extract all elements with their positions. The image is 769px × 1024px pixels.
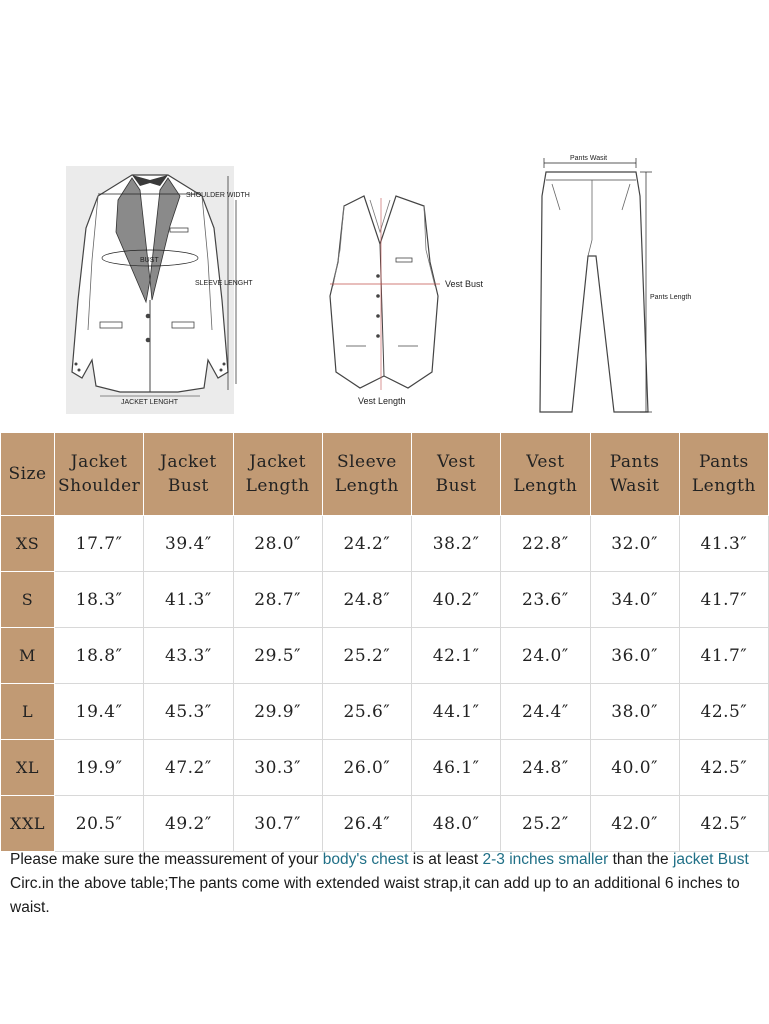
jacket-length-label: JACKET LENGHT: [121, 399, 179, 406]
table-cell: 24.2″: [322, 516, 411, 572]
note-text: is at least: [408, 851, 483, 868]
table-cell: 42.5″: [679, 684, 768, 740]
table-cell: 38.2″: [412, 516, 501, 572]
size-chart-header: [1, 433, 769, 516]
table-cell: 43.3″: [144, 628, 233, 684]
pants-waist-label: Pants Wasit: [570, 155, 608, 162]
shoulder-width-label: SHOULDER WIDTH: [186, 192, 250, 199]
table-row: [1, 628, 769, 684]
note-highlight-body-chest: body's chest: [322, 851, 409, 868]
header-vest-bust: Vest Bust: [412, 433, 501, 516]
note-text: Please make sure the meassurement of your: [10, 851, 323, 868]
table-cell: 24.4″: [501, 684, 590, 740]
table-row: [1, 684, 769, 740]
table-cell: 40.2″: [412, 572, 501, 628]
header-size: Size: [1, 433, 55, 516]
table-cell: 25.2″: [501, 796, 590, 852]
table-cell: 42.1″: [412, 628, 501, 684]
table-cell: 42.5″: [679, 740, 768, 796]
table-cell: 23.6″: [501, 572, 590, 628]
note-text: Circ.in the above table;The pants come with extended waist strap,it can add up to an additional 6 inches to waist.: [10, 875, 740, 916]
table-cell: 24.0″: [501, 628, 590, 684]
table-cell: 29.5″: [233, 628, 322, 684]
table-cell: 25.6″: [322, 684, 411, 740]
size-cell: XL: [1, 740, 55, 796]
table-cell: 34.0″: [590, 572, 679, 628]
vest-bust-label: Vest Bust: [445, 279, 484, 289]
table-cell: 19.4″: [55, 684, 144, 740]
note-highlight-inches: 2-3 inches smaller: [482, 851, 609, 868]
table-cell: 18.8″: [55, 628, 144, 684]
table-row: [1, 516, 769, 572]
table-cell: 22.8″: [501, 516, 590, 572]
jacket-diagram: [66, 166, 253, 414]
table-cell: 46.1″: [412, 740, 501, 796]
table-cell: 41.7″: [679, 628, 768, 684]
header-jacket-shoulder: Jacket Shoulder: [55, 433, 144, 516]
table-cell: 44.1″: [412, 684, 501, 740]
table-cell: 25.2″: [322, 628, 411, 684]
table-cell: 30.7″: [233, 796, 322, 852]
header-pants-waist: Pants Wasit: [590, 433, 679, 516]
table-cell: 47.2″: [144, 740, 233, 796]
table-cell: 41.7″: [679, 572, 768, 628]
table-cell: 45.3″: [144, 684, 233, 740]
sleeve-length-label: SLEEVE LENGHT: [195, 280, 253, 287]
table-cell: 49.2″: [144, 796, 233, 852]
header-jacket-length: Jacket Length: [233, 433, 322, 516]
pants-diagram: [540, 155, 691, 412]
table-cell: 24.8″: [322, 572, 411, 628]
table-cell: 19.9″: [55, 740, 144, 796]
size-cell: S: [1, 572, 55, 628]
size-cell: XS: [1, 516, 55, 572]
vest-diagram: [330, 196, 484, 406]
table-cell: 20.5″: [55, 796, 144, 852]
table-cell: 39.4″: [144, 516, 233, 572]
table-cell: 17.7″: [55, 516, 144, 572]
size-chart-table: [0, 432, 769, 852]
measurement-diagrams: [0, 0, 769, 432]
header-vest-length: Vest Length: [501, 433, 590, 516]
size-cell: L: [1, 684, 55, 740]
note-text: than the: [608, 851, 673, 868]
table-cell: 29.9″: [233, 684, 322, 740]
table-cell: 26.4″: [322, 796, 411, 852]
table-cell: 42.0″: [590, 796, 679, 852]
size-cell: XXL: [1, 796, 55, 852]
size-chart-body: [1, 516, 769, 852]
header-row: [1, 433, 769, 516]
table-row: [1, 796, 769, 852]
table-cell: 30.3″: [233, 740, 322, 796]
table-cell: 26.0″: [322, 740, 411, 796]
diagrams-svg: [0, 0, 769, 432]
table-cell: 24.8″: [501, 740, 590, 796]
table-cell: 28.7″: [233, 572, 322, 628]
table-row: [1, 572, 769, 628]
size-cell: M: [1, 628, 55, 684]
table-cell: 32.0″: [590, 516, 679, 572]
vest-length-label: Vest Length: [358, 396, 406, 406]
table-cell: 36.0″: [590, 628, 679, 684]
note-highlight-jacket-bust: jacket Bust: [672, 851, 749, 868]
table-cell: 18.3″: [55, 572, 144, 628]
table-cell: 41.3″: [144, 572, 233, 628]
table-row: [1, 740, 769, 796]
table-cell: 28.0″: [233, 516, 322, 572]
bust-label: BUST: [140, 257, 159, 264]
header-sleeve-length: Sleeve Length: [322, 433, 411, 516]
table-cell: 42.5″: [679, 796, 768, 852]
table-cell: 40.0″: [590, 740, 679, 796]
header-pants-length: Pants Length: [679, 433, 768, 516]
size-note: [10, 848, 762, 920]
header-jacket-bust: Jacket Bust: [144, 433, 233, 516]
table-cell: 48.0″: [412, 796, 501, 852]
table-cell: 38.0″: [590, 684, 679, 740]
table-cell: 41.3″: [679, 516, 768, 572]
pants-length-label: Pants Length: [650, 294, 692, 301]
